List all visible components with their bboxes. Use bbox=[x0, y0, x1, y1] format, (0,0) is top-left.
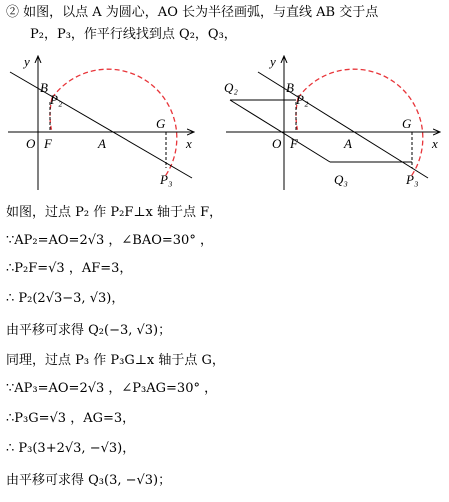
label-g: G bbox=[156, 116, 166, 131]
label-p3: P₃ bbox=[160, 172, 173, 187]
label-p3: P₃ bbox=[406, 172, 419, 187]
solution-line-8: ∴P₃G=√3 ，AG=3， bbox=[6, 411, 136, 426]
label-f: F bbox=[44, 136, 52, 151]
label-g: G bbox=[402, 116, 412, 131]
solution-line-3: ∴P₂F=√3 ，AF=3， bbox=[6, 261, 133, 276]
label-b: B bbox=[40, 80, 48, 95]
parallel-line-q2 bbox=[230, 100, 330, 162]
left-figure bbox=[4, 50, 214, 195]
solution-line-5: 由平移可求得 Q₂(−3, √3)； bbox=[6, 323, 172, 338]
solution-line-2: ∵AP₂=AO=2√3 ，∠BAO=30° ， bbox=[6, 233, 213, 248]
label-x: x bbox=[186, 136, 192, 151]
solution-line-7: ∵AP₃=AO=2√3 ，∠P₃AG=30° ， bbox=[6, 381, 218, 396]
problem-header-line-1 bbox=[6, 4, 378, 22]
solution-line-9: ∴ P₃(3+2√3, −√3)， bbox=[6, 441, 136, 456]
label-b: B bbox=[286, 80, 294, 95]
label-a: A bbox=[98, 136, 106, 151]
solution-line-4: ∴ P₂(2√3−3, √3)， bbox=[6, 291, 125, 306]
label-p2: P₂ bbox=[50, 92, 63, 107]
label-q3: Q₃ bbox=[334, 172, 348, 187]
header-text-1: 如图，以点 A 为圆心，AO 长为半径画弧，与直线 AB 交于点 bbox=[23, 5, 379, 20]
label-o: O bbox=[26, 136, 36, 151]
header-text-2: P₂，P₃，作平行线找到点 Q₂，Q₃， bbox=[30, 27, 237, 42]
label-f: F bbox=[290, 136, 298, 151]
solution-line-10: 由平移可求得 Q₃(3, −√3)； bbox=[6, 473, 172, 488]
label-a: A bbox=[344, 136, 352, 151]
problem-header-line-2 bbox=[30, 26, 237, 44]
label-o: O bbox=[272, 136, 282, 151]
label-y: y bbox=[270, 54, 276, 69]
label-q2: Q₂ bbox=[224, 80, 238, 95]
label-p2: P₂ bbox=[296, 92, 309, 107]
right-figure bbox=[222, 50, 444, 195]
label-y: y bbox=[24, 54, 30, 69]
solution-line-6: 同理，过点 P₃ 作 P₃G⊥x 轴于点 G， bbox=[6, 353, 225, 368]
step-marker: ② bbox=[6, 5, 20, 20]
solution-line-1: 如图，过点 P₂ 作 P₂F⊥x 轴于点 F， bbox=[6, 205, 223, 220]
label-x: x bbox=[432, 136, 438, 151]
